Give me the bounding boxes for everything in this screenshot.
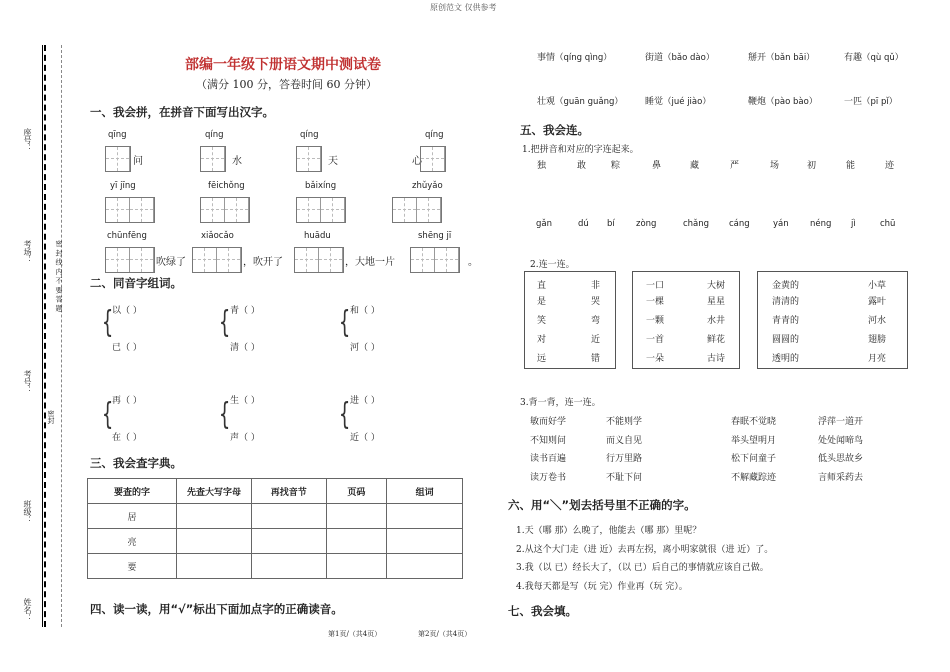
table-cell: 亮 xyxy=(88,529,177,554)
q2-word: 青（ ） xyxy=(230,306,260,316)
writing-box[interactable] xyxy=(296,197,346,223)
q5-sub2: 2.连一连。 xyxy=(530,260,575,270)
q1-text: 吹绿了 xyxy=(156,257,186,268)
poem-item[interactable]: 低头思故乡 xyxy=(818,454,864,464)
match-item[interactable]: 透明的 xyxy=(772,354,800,364)
poem-item[interactable]: 不解藏踪迹 xyxy=(731,473,777,483)
writing-box[interactable] xyxy=(105,197,155,223)
char-item[interactable]: 粽 xyxy=(611,161,621,171)
poem-item[interactable]: 而义自见 xyxy=(606,436,643,446)
pinyin-item[interactable]: cáng xyxy=(729,219,750,229)
page-footer-left: 第1页/（共4页） xyxy=(328,630,382,638)
char-item[interactable]: 独 xyxy=(537,161,547,171)
brace: { xyxy=(218,305,231,340)
q1-py: yī jīng xyxy=(110,181,136,191)
writing-box[interactable] xyxy=(410,247,460,273)
q6-item[interactable]: 1.天（哪 那）么晚了，他能去（哪 那）里呢？ xyxy=(516,526,702,536)
table-row xyxy=(88,504,463,529)
q6-item[interactable]: 2.从这个大门走（进 近）去再左拐，离小明家就很（进 近）了。 xyxy=(516,545,774,555)
q4-word: 一匹（pī pǐ） xyxy=(844,97,898,107)
pinyin-item[interactable]: gǎn xyxy=(536,219,552,229)
pinyin-item[interactable]: dú xyxy=(578,219,589,229)
q2-word: 再（ ） xyxy=(112,396,142,406)
q1-char: 水 xyxy=(232,156,242,167)
match-item[interactable]: 星星 xyxy=(707,297,726,307)
match-item[interactable]: 露叶 xyxy=(868,297,887,307)
q2-word: 声（ ） xyxy=(230,433,260,443)
q2-heading: 二、同音字组词。 xyxy=(90,276,182,290)
char-item[interactable]: 迹 xyxy=(885,161,895,171)
match-item[interactable]: 大树 xyxy=(707,281,726,291)
q4-word: 街道（bǎo dào） xyxy=(645,53,715,63)
q1-char: 问 xyxy=(133,156,143,167)
q1-py: zhǔyǎo xyxy=(412,181,443,191)
q4-word: 有趣（qù qǔ） xyxy=(844,53,904,63)
q5-sub3: 3.背一背，连一连。 xyxy=(520,398,601,408)
q2-word: 以（ ） xyxy=(112,306,142,316)
seal-label: 密封 xyxy=(47,410,55,424)
writing-box[interactable] xyxy=(200,146,226,172)
q4-word: 睡觉（jué jiào） xyxy=(645,97,711,107)
q4-word: 掰开（bǎn bāi） xyxy=(748,53,815,63)
table-row xyxy=(88,554,463,579)
match-item[interactable]: 远 xyxy=(537,354,547,364)
poem-item[interactable]: 不耻下问 xyxy=(606,473,643,483)
q1-text: ，吹开了 xyxy=(243,257,283,268)
match-item[interactable]: 小草 xyxy=(868,281,887,291)
match-item[interactable]: 青青的 xyxy=(772,316,800,326)
q1-heading: 一、我会拼，在拼音下面写出汉字。 xyxy=(90,105,274,119)
q1-char: 心 xyxy=(412,156,422,167)
table-header: 页码 xyxy=(326,479,387,504)
brace: { xyxy=(101,305,114,340)
char-item[interactable]: 初 xyxy=(807,161,817,171)
brace: { xyxy=(101,397,114,432)
name-label: 姓名： xyxy=(23,598,32,622)
char-item[interactable]: 藏 xyxy=(690,161,700,171)
char-item[interactable]: 鼻 xyxy=(652,161,662,171)
q4-word: 壮观（guān guǎng） xyxy=(537,97,623,107)
poem-item[interactable]: 敏而好学 xyxy=(530,417,567,427)
pinyin-item[interactable]: chǎng xyxy=(683,219,710,229)
pinyin-item[interactable]: néng xyxy=(810,219,832,229)
q2-word: 近（ ） xyxy=(350,433,380,443)
q1-py: qíng xyxy=(205,130,224,140)
match-item[interactable]: 一颗 xyxy=(646,316,665,326)
q2-word: 生（ ） xyxy=(230,396,260,406)
q5-sub1: 1.把拼音和对应的字连起来。 xyxy=(522,145,639,155)
poem-item[interactable]: 松下问童子 xyxy=(731,454,777,464)
poem-item[interactable]: 读书百遍 xyxy=(530,454,567,464)
writing-box[interactable] xyxy=(200,197,250,223)
lookup-table xyxy=(87,478,463,579)
pinyin-item[interactable]: bí xyxy=(607,219,615,229)
exam-room-label: 考场： xyxy=(23,240,32,264)
match-item[interactable]: 直 xyxy=(537,281,547,291)
table-cell: 居 xyxy=(88,504,177,529)
writing-box[interactable] xyxy=(105,247,155,273)
match-item[interactable]: 近 xyxy=(591,335,601,345)
q5-heading: 五、我会连。 xyxy=(520,123,589,137)
q2-word: 在（ ） xyxy=(112,433,142,443)
table-header: 再找音节 xyxy=(251,479,326,504)
q1-py: bǎixíng xyxy=(305,181,337,191)
q6-heading: 六、用“＼”划去括号里不正确的字。 xyxy=(508,498,696,512)
poem-item[interactable]: 不知则问 xyxy=(530,436,567,446)
q1-text: 。 xyxy=(468,257,478,268)
page-footer-right: 第2页/（共4页） xyxy=(418,630,472,638)
seat-label: 座号： xyxy=(23,128,32,152)
q1-py: xiǎocǎo xyxy=(201,231,234,241)
writing-box[interactable] xyxy=(192,247,242,273)
poem-item[interactable]: 行万里路 xyxy=(606,454,643,464)
q6-item[interactable]: 4.我每天都是写（玩 完）作业再（玩 完）。 xyxy=(516,582,688,592)
q1-char: 天 xyxy=(328,156,338,167)
poem-item[interactable]: 读万卷书 xyxy=(530,473,567,483)
binding-line xyxy=(42,45,43,627)
match-item[interactable]: 对 xyxy=(537,335,547,345)
binding-notice: 密 封 线 内 不 要 答 题 xyxy=(55,240,63,312)
q1-py: qīng xyxy=(108,130,127,140)
brace: { xyxy=(218,397,231,432)
watermark: 原创范文 仅供参考 xyxy=(430,3,497,12)
pinyin-item[interactable]: jì xyxy=(851,219,856,229)
table-header: 先查大写字母 xyxy=(177,479,252,504)
q4-word: 鞭炮（pào bào） xyxy=(748,97,818,107)
q4-word: 事情（qíng qìng） xyxy=(537,53,612,63)
q1-py: fēichǒng xyxy=(208,181,245,191)
q7-heading: 七、我会填。 xyxy=(508,604,577,618)
exam-no-label: 考号： xyxy=(23,370,32,394)
poem-item[interactable]: 不能则学 xyxy=(606,417,643,427)
q1-py: shēng jī xyxy=(418,231,452,241)
q1-py: qíng xyxy=(425,130,444,140)
match-item[interactable]: 圆圆的 xyxy=(772,335,800,345)
q1-py: chūnfēng xyxy=(107,231,147,241)
poem-item[interactable]: 春眠不觉晓 xyxy=(731,417,777,427)
match-item[interactable]: 一口 xyxy=(646,281,665,291)
match-item[interactable]: 月亮 xyxy=(868,354,887,364)
pinyin-item[interactable]: zòng xyxy=(636,219,657,229)
match-item[interactable]: 水井 xyxy=(707,316,726,326)
q1-py: huādu xyxy=(304,231,331,241)
page-title: 部编一年级下册语文期中测试卷 xyxy=(185,57,381,73)
match-item[interactable]: 清清的 xyxy=(772,297,800,307)
q2-word: 和（ ） xyxy=(350,306,380,316)
seal-line xyxy=(61,45,62,627)
match-item[interactable]: 笑 xyxy=(537,316,547,326)
poem-item[interactable]: 举头望明月 xyxy=(731,436,777,446)
pinyin-item[interactable]: yán xyxy=(773,219,789,229)
match-item[interactable]: 翅膀 xyxy=(868,335,887,345)
class-label: 班级： xyxy=(23,500,32,524)
char-item[interactable]: 严 xyxy=(730,161,740,171)
binding-dash xyxy=(44,45,46,627)
q2-word: 清（ ） xyxy=(230,343,260,353)
poem-item[interactable]: 处处闻啼鸟 xyxy=(818,436,864,446)
match-item[interactable]: 金黄的 xyxy=(772,281,800,291)
match-item[interactable]: 非 xyxy=(591,281,601,291)
poem-item[interactable]: 浮萍一道开 xyxy=(818,417,864,427)
char-item[interactable]: 敢 xyxy=(577,161,587,171)
match-item[interactable]: 是 xyxy=(537,297,547,307)
writing-box[interactable] xyxy=(294,247,344,273)
table-header: 要查的字 xyxy=(88,479,177,504)
match-item[interactable]: 错 xyxy=(591,354,601,364)
q6-item[interactable]: 3.我（以 已）经长大了，（以 已）后自己的事情就应该自己做。 xyxy=(516,563,769,573)
page-subtitle: （满分 100 分，答卷时间 60 分钟） xyxy=(196,78,377,91)
poem-item[interactable]: 言师采药去 xyxy=(818,473,864,483)
q1-text: ，大地一片 xyxy=(345,257,395,268)
writing-box[interactable] xyxy=(392,197,442,223)
table-header: 组词 xyxy=(387,479,463,504)
brace: { xyxy=(338,397,351,432)
writing-box[interactable] xyxy=(420,146,446,172)
match-item[interactable]: 一棵 xyxy=(646,297,665,307)
char-item[interactable]: 场 xyxy=(770,161,780,171)
match-item[interactable]: 弯 xyxy=(591,316,601,326)
table-cell: 要 xyxy=(88,554,177,579)
q2-word: 进（ ） xyxy=(350,396,380,406)
match-item[interactable]: 哭 xyxy=(591,297,601,307)
q2-word: 河（ ） xyxy=(350,343,380,353)
q1-py: qíng xyxy=(300,130,319,140)
q2-word: 已（ ） xyxy=(112,343,142,353)
q4-heading: 四、读一读，用“√”标出下面加点字的正确读音。 xyxy=(90,602,343,616)
q3-heading: 三、我会查字典。 xyxy=(90,456,182,470)
match-item[interactable]: 河水 xyxy=(868,316,887,326)
match-item[interactable]: 一朵 xyxy=(646,354,665,364)
writing-box[interactable] xyxy=(105,146,131,172)
match-item[interactable]: 一首 xyxy=(646,335,665,345)
pinyin-item[interactable]: chū xyxy=(880,219,896,229)
table-row xyxy=(88,529,463,554)
match-item[interactable]: 鲜花 xyxy=(707,335,726,345)
brace: { xyxy=(338,305,351,340)
match-item[interactable]: 古诗 xyxy=(707,354,726,364)
char-item[interactable]: 能 xyxy=(846,161,856,171)
writing-box[interactable] xyxy=(296,146,322,172)
